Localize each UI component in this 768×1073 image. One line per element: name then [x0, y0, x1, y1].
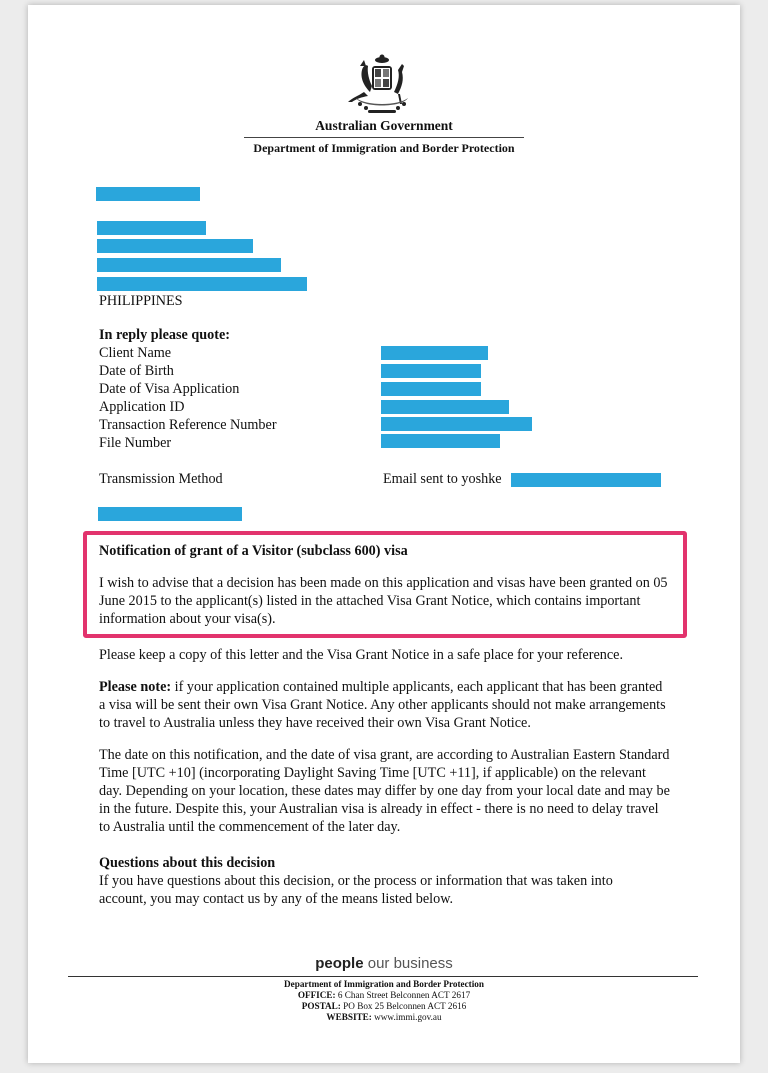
department-title: Department of Immigration and Border Protection — [253, 141, 515, 155]
transmission-label: Transmission Method — [99, 471, 223, 487]
slogan-light: our business — [363, 955, 453, 972]
please-note-paragraph — [99, 678, 671, 732]
address-country: PHILIPPINES — [99, 293, 183, 309]
questions-paragraph: If you have questions about this decision, or the process or information that was taken into account, you may contact us by any of the means listed below. — [99, 873, 613, 907]
footer-divider — [68, 976, 698, 977]
field-label-file-number: File Number — [99, 435, 172, 451]
field-label-date-of-birth: Date of Birth — [99, 363, 174, 379]
redacted-reference — [98, 507, 242, 521]
office-value: 6 Chan Street Belconnen ACT 2617 — [335, 990, 471, 1000]
redacted-file-number — [381, 434, 500, 448]
footer-office — [0, 990, 768, 1001]
keep-copy-paragraph: Please keep a copy of this letter and the Visa Grant Notice in a safe place for your reference. — [99, 647, 623, 663]
reference-heading: In reply please quote: — [99, 327, 230, 343]
questions-heading: Questions about this decision — [99, 855, 276, 871]
postal-value: PO Box 25 Belconnen ACT 2616 — [340, 1001, 467, 1011]
header-divider — [244, 137, 524, 138]
date-info-paragraph: The date on this notification, and the date of visa grant, are according to Australian Eastern Standard Time [UTC +10] (incorporating Daylight Saving Time [UTC +11], if applicable) on the relevant day. Depending on your location, these dates may differ by one day from your local date and may be in the future. Despite this, your Australian visa is already in effect - there is no need to delay travel to Australia until the commencement of the later day. — [99, 747, 670, 835]
transmission-value: Email sent to yoshke — [383, 471, 502, 487]
website-label: WEBSITE: — [326, 1012, 372, 1022]
redacted-address-line — [97, 277, 307, 291]
website-value: www.immi.gov.au — [371, 1012, 442, 1022]
field-label-application-id: Application ID — [99, 399, 185, 415]
redacted-transaction-ref — [381, 417, 532, 431]
field-label-client-name: Client Name — [99, 345, 172, 361]
government-title: Australian Government — [315, 118, 453, 133]
redacted-address-line — [97, 258, 281, 272]
redacted-application-date — [381, 382, 481, 396]
redacted-client-name — [381, 346, 488, 360]
footer-slogan — [0, 955, 768, 972]
redacted-name — [96, 187, 200, 201]
redacted-address-line — [97, 239, 253, 253]
office-label: OFFICE: — [297, 990, 336, 1000]
redacted-address-line — [97, 221, 206, 235]
notice-heading: Notification of grant of a Visitor (subclass 600) visa — [99, 543, 408, 559]
footer-website — [0, 1012, 768, 1023]
redacted-date-of-birth — [381, 364, 481, 378]
slogan-bold: people — [315, 955, 364, 972]
redacted-email — [511, 473, 661, 487]
notice-body: I wish to advise that a decision has been made on this application and visas have been granted on 05 June 2015 to the applicant(s) listed in the attached Visa Grant Notice, which contains important information about your visa(s). — [99, 575, 668, 627]
please-note-label: Please note: — [99, 679, 172, 695]
footer-department: Department of Immigration and Border Protection — [284, 979, 484, 989]
coat-of-arms-icon — [342, 52, 422, 120]
field-label-transaction-ref: Transaction Reference Number — [99, 417, 277, 433]
field-label-application-date: Date of Visa Application — [99, 381, 240, 397]
footer-postal — [0, 1001, 768, 1012]
postal-label: POSTAL: — [301, 1001, 341, 1011]
redacted-application-id — [381, 400, 509, 414]
please-note-text: if your application contained multiple applicants, each applicant that has been granted a visa will be sent their own Visa Grant Notice. Any other applicants should not make arrangements to travel to Australia unless they have received their own Visa Grant Notice. — [99, 679, 666, 731]
